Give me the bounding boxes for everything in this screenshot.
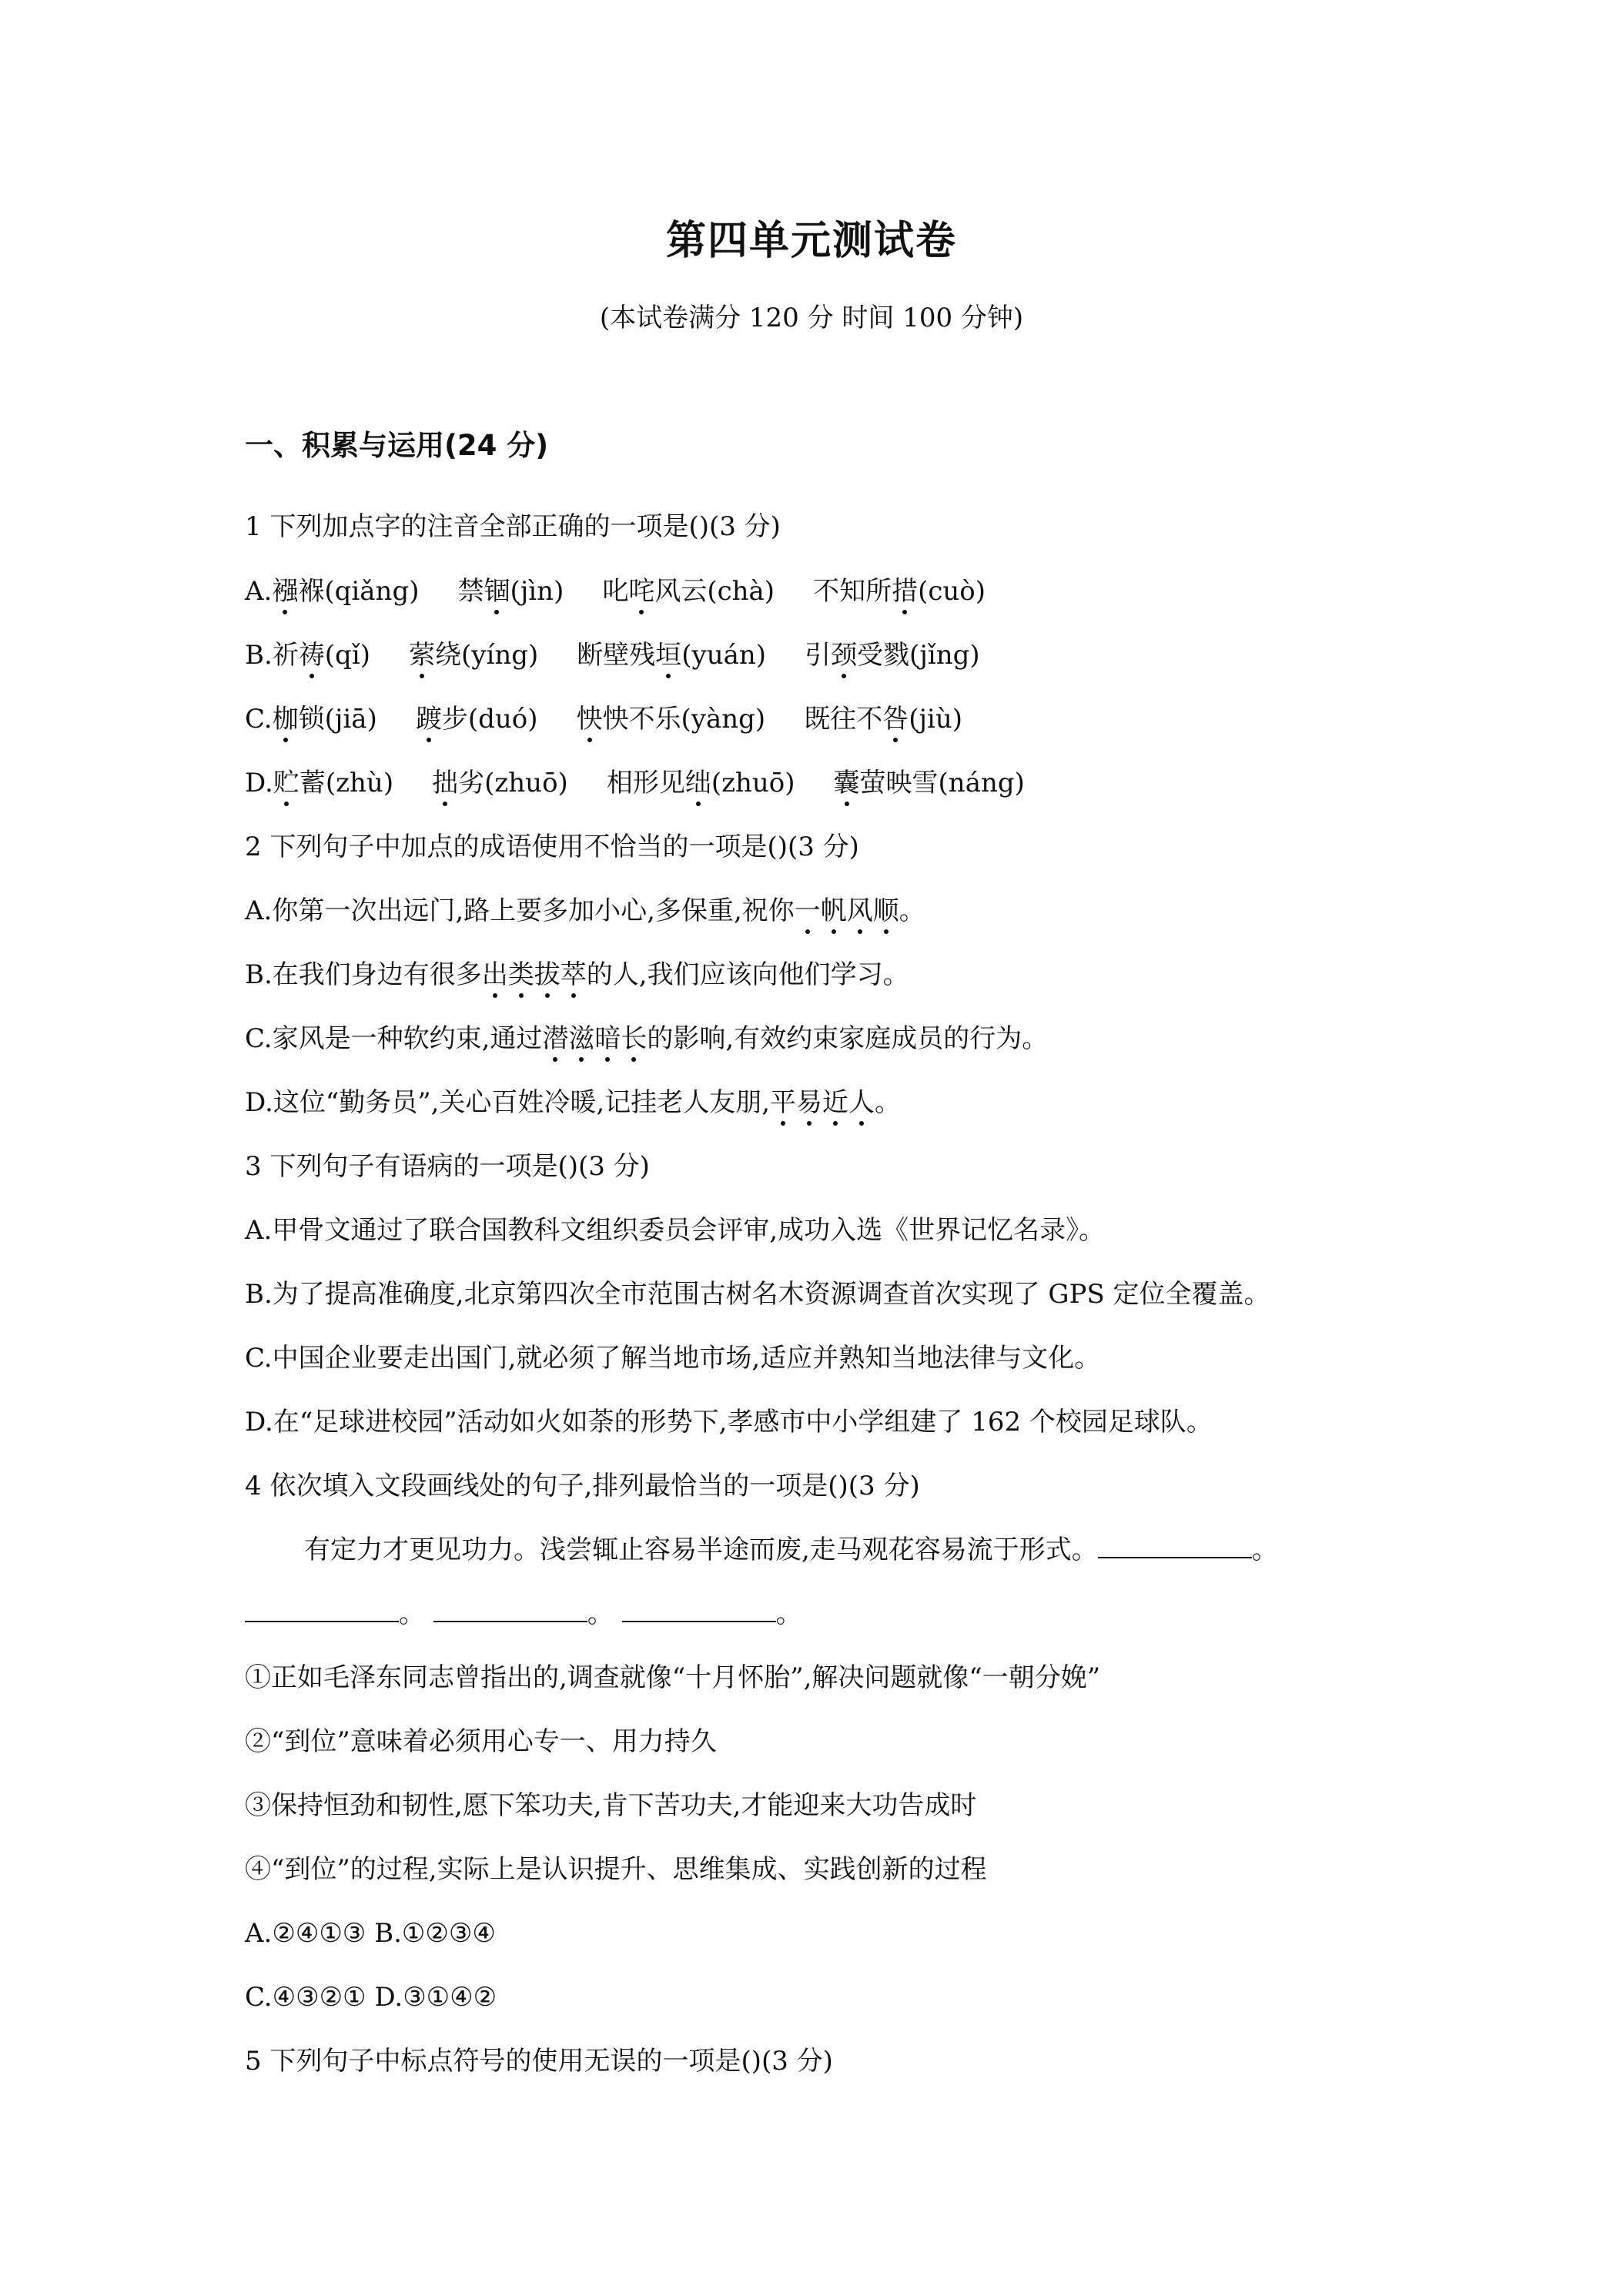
dotted-char: 拔	[534, 959, 561, 990]
dotted-char: 拙	[432, 768, 459, 798]
question-4-blanks: 。 。 。	[245, 1597, 802, 1631]
question-2-option-a: A.你第一次出远门,路上要多加小心,多保重,祝你一帆风顺。	[245, 895, 925, 926]
dotted-char: 囊	[833, 768, 860, 798]
question-1-option-b: B.祈祷(qǐ) 萦绕(yíng) 断壁残垣(yuán) 引颈受戮(jǐng)	[245, 640, 980, 671]
fill-blank-4	[622, 1598, 776, 1622]
question-2-option-c: C.家风是一种软约束,通过潜滋暗长的影响,有效约束家庭成员的行为。	[245, 1023, 1049, 1054]
question-3-option-b: B.为了提高准确度,北京第四次全市范围古树名木资源调查首次实现了 GPS 定位全覆盖。	[245, 1279, 1270, 1310]
dotted-char: 潜	[542, 1023, 569, 1054]
dotted-char: 锢	[484, 576, 510, 607]
dotted-char: 类	[507, 959, 534, 990]
dotted-char: 贮	[273, 768, 300, 798]
question-3-option-d: D.在“足球进校园”活动如火如荼的形势下,孝感市中小学组建了 162 个校园足球队。	[245, 1407, 1213, 1438]
dotted-char: 踱	[415, 704, 442, 735]
dotted-char: 垣	[655, 640, 682, 671]
question-2-option-b: B.在我们身边有很多出类拔萃的人,我们应该向他们学习。	[245, 959, 909, 990]
dotted-char: 长	[621, 1023, 648, 1054]
dotted-char: 帆	[820, 895, 847, 926]
question-4-options-cd: C.④③②① D.③①④②	[245, 1982, 497, 2013]
question-4-sentence-4: ④“到位”的过程,实际上是认识提升、思维集成、实践创新的过程	[245, 1854, 987, 1885]
dotted-char: 咎	[882, 704, 909, 735]
question-4-sentence-2: ②“到位”意味着必须用心专一、用力持久	[245, 1726, 717, 1757]
dotted-char: 风	[846, 895, 873, 926]
question-1-option-a: A.襁褓(qiǎng) 禁锢(jìn) 叱咤风云(chà) 不知所措(cuò)	[245, 576, 986, 607]
dotted-char: 人	[848, 1087, 875, 1118]
dotted-char: 顺	[872, 895, 899, 926]
dotted-char: 近	[822, 1087, 849, 1118]
question-3-option-c: C.中国企业要走出国门,就必须了解当地市场,适应并熟知当地法律与文化。	[245, 1343, 1101, 1374]
question-2-option-d: D.这位“勤务员”,关心百姓冷暖,记挂老人友朋,平易近人。	[245, 1087, 902, 1118]
question-4-passage: 有定力才更见功力。浅尝辄止容易半途而废,走马观花容易流于形式。 。	[304, 1535, 1278, 1565]
question-1-option-d: D.贮蓄(zhù) 拙劣(zhuō) 相形见绌(zhuō) 囊萤映雪(náng)	[245, 768, 1025, 798]
fill-blank-2	[245, 1598, 399, 1622]
dotted-char: 平	[770, 1087, 797, 1118]
dotted-char: 出	[481, 959, 508, 990]
question-1-option-c: C.枷锁(jiā) 踱步(duó) 怏怏不乐(yàng) 既往不咎(jiù)	[245, 704, 963, 735]
fill-blank-1	[1098, 1534, 1252, 1558]
dotted-char: 萦	[408, 640, 435, 671]
section-heading: 一、积累与运用(24 分)	[245, 429, 549, 462]
page-subtitle: (本试卷满分 120 分 时间 100 分钟)	[599, 303, 1024, 333]
question-3-option-a: A.甲骨文通过了联合国教科文组织委员会评审,成功入选《世界记忆名录》。	[245, 1215, 1106, 1246]
dotted-char: 一	[794, 895, 821, 926]
question-1-stem: 1 下列加点字的注音全部正确的一项是()(3 分)	[245, 511, 781, 542]
dotted-char: 祷	[298, 640, 325, 671]
dotted-char: 暗	[594, 1023, 621, 1054]
question-4-sentence-1: ①正如毛泽东同志曾指出的,调查就像“十月怀胎”,解决问题就像“一朝分娩”	[245, 1662, 1101, 1693]
dotted-char: 襁	[272, 576, 299, 607]
question-4-sentence-3: ③保持恒劲和韧性,愿下笨功夫,肯下苦功夫,才能迎来大功告成时	[245, 1790, 977, 1821]
question-4-stem: 4 依次填入文段画线处的句子,排列最恰当的一项是()(3 分)	[245, 1471, 920, 1501]
dotted-char: 怏	[576, 704, 603, 735]
fill-blank-3	[433, 1598, 587, 1622]
dotted-char: 易	[796, 1087, 823, 1118]
question-2-stem: 2 下列句子中加点的成语使用不恰当的一项是()(3 分)	[245, 832, 859, 862]
question-4-options-ab: A.②④①③ B.①②③④	[245, 1918, 496, 1949]
dotted-char: 绌	[684, 768, 711, 798]
question-3-stem: 3 下列句子有语病的一项是()(3 分)	[245, 1151, 650, 1182]
dotted-char: 措	[892, 576, 919, 607]
page-title: 第四单元测试卷	[665, 218, 957, 264]
dotted-char: 颈	[831, 640, 858, 671]
dotted-char: 咤	[628, 576, 655, 607]
dotted-char: 枷	[272, 704, 299, 735]
question-5-stem: 5 下列句子中标点符号的使用无误的一项是()(3 分)	[245, 2046, 833, 2077]
dotted-char: 萃	[560, 959, 587, 990]
dotted-char: 滋	[568, 1023, 595, 1054]
